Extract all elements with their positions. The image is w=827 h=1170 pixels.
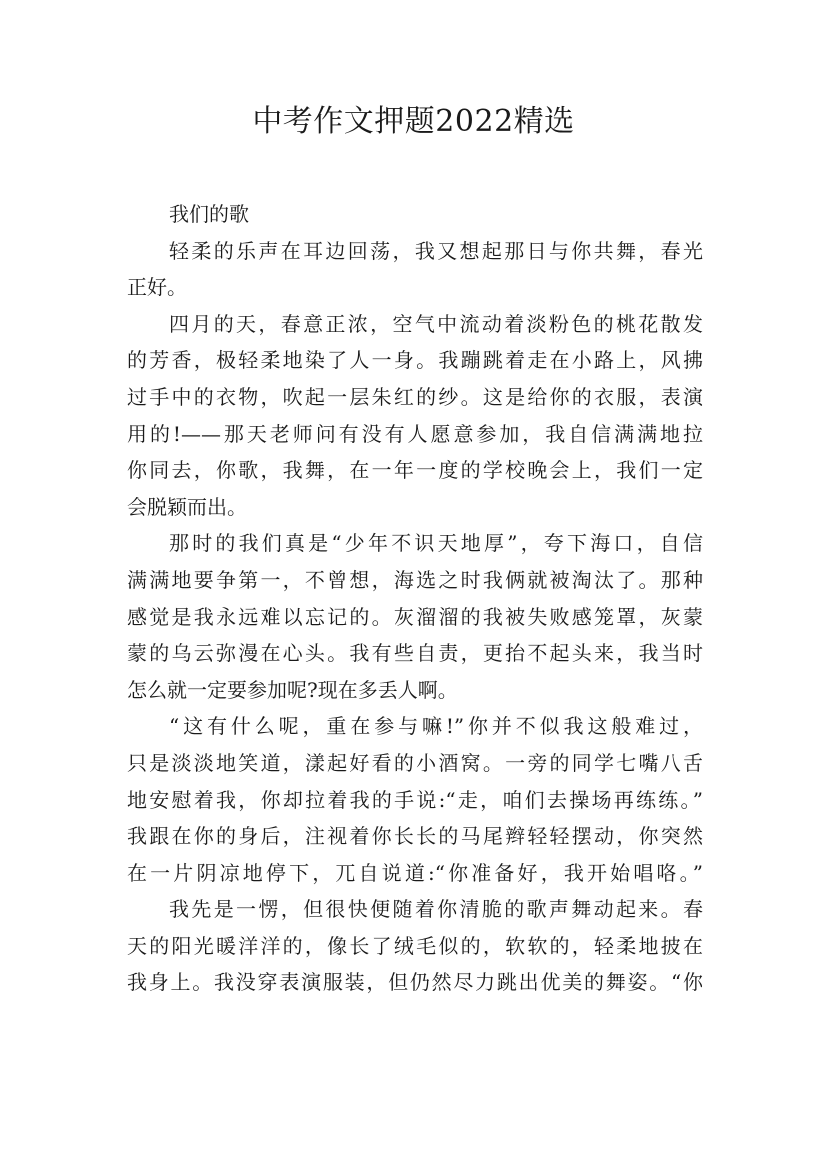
essay-line: 天的阳光暖洋洋的，像长了绒毛似的，软软的，轻柔地披在 xyxy=(127,933,703,958)
essay-line: 轻柔的乐声在耳边回荡，我又想起那日与你共舞，春光 xyxy=(169,238,703,263)
essay-line: 感觉是我永远难以忘记的。灰溜溜的我被失败感笼罩，灰蒙 xyxy=(127,604,703,629)
essay-line: 用的!——那天老师问有没有人愿意参加，我自信满满地拉 xyxy=(127,421,703,446)
essay-line: 满满地要争第一，不曾想，海选之时我俩就被淘汰了。那种 xyxy=(127,567,703,592)
essay-body xyxy=(127,196,703,1001)
essay-line: 我身上。我没穿表演服装，但仍然尽力跳出优美的舞姿。“你 xyxy=(127,970,703,995)
essay-line: 怎么就一定要参加呢?现在多丢人啊。 xyxy=(127,677,458,702)
essay-line: 只是淡淡地笑道，漾起好看的小酒窝。一旁的同学七嘴八舌 xyxy=(127,750,703,775)
essay-line: 过手中的衣物，吹起一层朱红的纱。这是给你的衣服，表演 xyxy=(127,384,703,409)
essay-line: 我先是一愣，但很快便随着你清脆的歌声舞动起来。春 xyxy=(169,897,703,922)
essay-line: 你同去，你歌，我舞，在一年一度的学校晚会上，我们一定 xyxy=(127,458,703,483)
essay-line: 四月的天，春意正浓，空气中流动着淡粉色的桃花散发 xyxy=(169,311,703,336)
essay-line: 正好。 xyxy=(127,275,187,300)
essay-line: “这有什么呢，重在参与嘛!”你并不似我这般难过， xyxy=(169,714,703,739)
essay-line: 会脱颖而出。 xyxy=(127,494,247,519)
essay-line: 地安慰着我，你却拉着我的手说:“走，咱们去操场再练练。” xyxy=(127,787,703,812)
essay-line: 的芳香，极轻柔地染了人一身。我蹦跳着走在小路上，风拂 xyxy=(127,348,703,373)
essay-line: 在一片阴凉地停下，兀自说道:“你准备好，我开始唱咯。” xyxy=(127,860,703,885)
document-title: 中考作文押题2022精选 xyxy=(252,104,575,139)
essay-line: 蒙的乌云弥漫在心头。我有些自责，更抬不起头来，我当时 xyxy=(127,641,703,666)
essay-line: 我跟在你的身后，注视着你长长的马尾辫轻轻摆动，你突然 xyxy=(127,824,703,849)
essay-line: 那时的我们真是“少年不识天地厚”，夸下海口，自信 xyxy=(169,531,703,556)
essay-line: 我们的歌 xyxy=(169,202,249,226)
